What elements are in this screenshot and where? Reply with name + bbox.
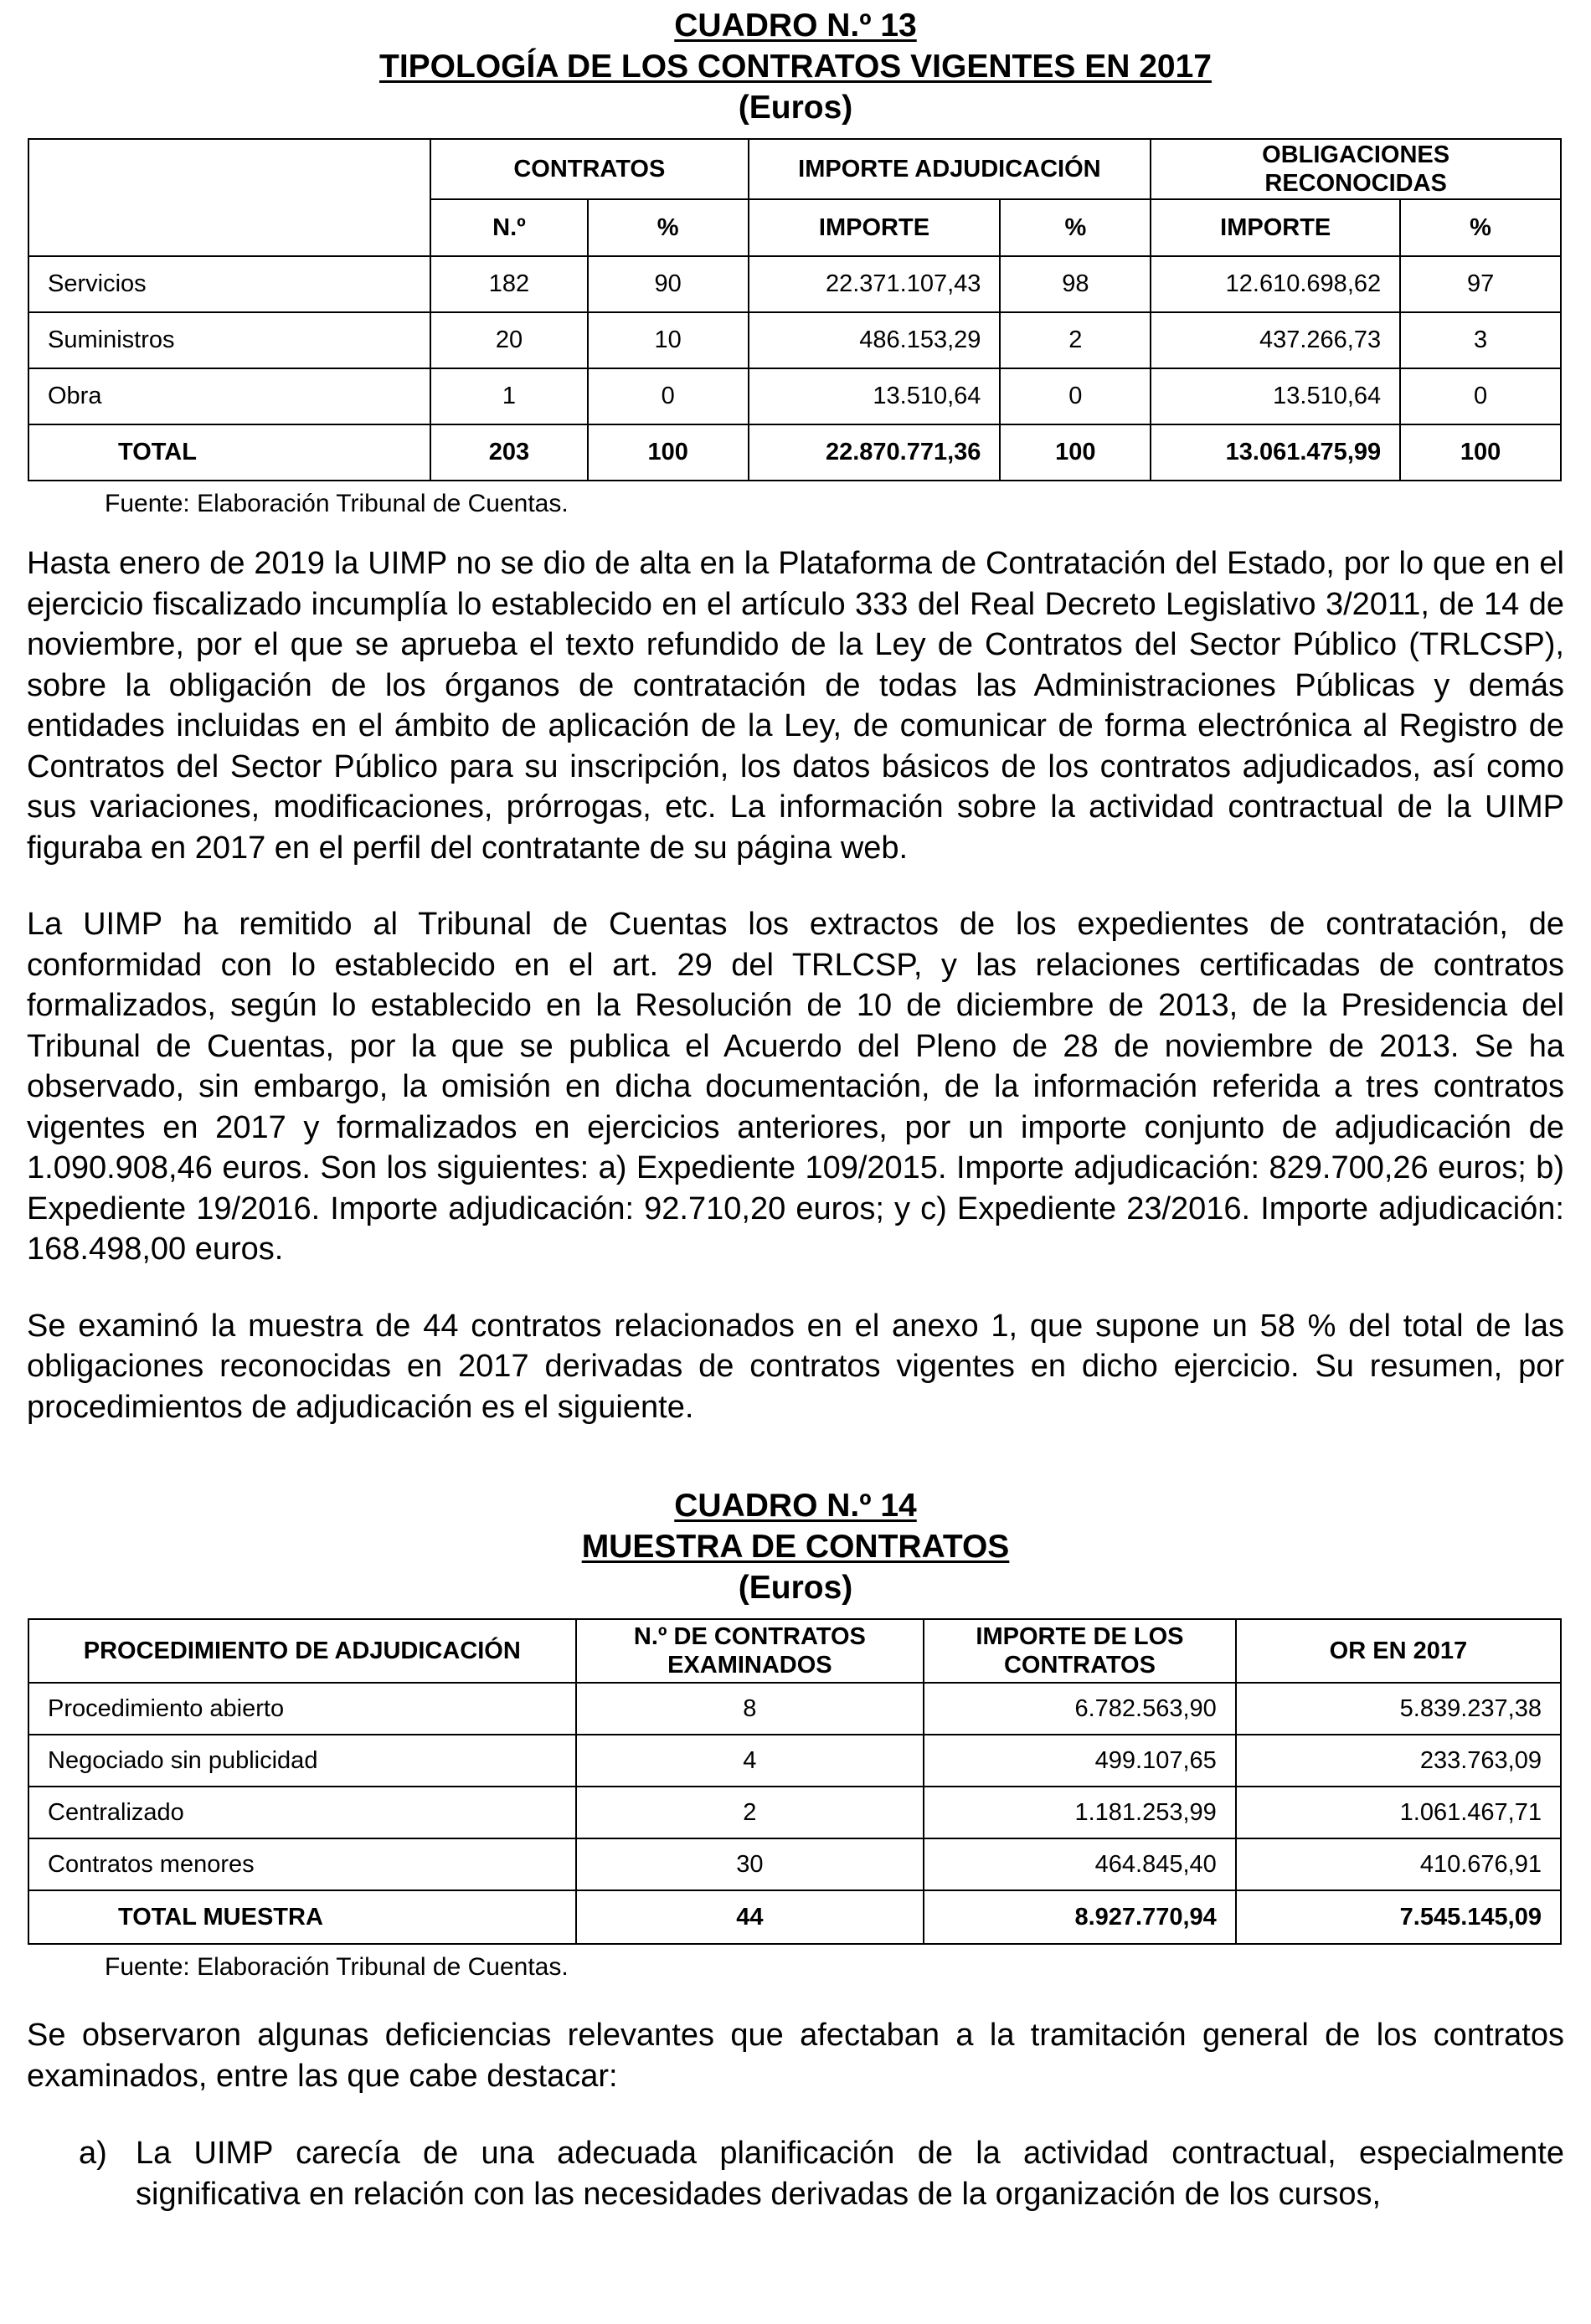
cell-n: 8 <box>576 1683 924 1735</box>
list-item-a <box>27 2133 1564 2214</box>
table-13-number: CUADRO N.º 13 <box>674 8 917 44</box>
cell-n: 30 <box>576 1838 924 1890</box>
table-13-subheader: IMPORTE <box>749 199 1001 256</box>
table-13-corner-cell <box>28 139 430 256</box>
table-14-title: MUESTRA DE CONTRATOS <box>581 1529 1010 1565</box>
paragraph-deficiencias: Se observaron algunas deficiencias relevantes que afectaban a la tramitación general de los contratos examinados, entre las que cabe destacar: <box>27 2018 1564 2094</box>
total-label: TOTAL MUESTRA <box>28 1890 576 1944</box>
table-13-units: (Euros) <box>738 90 853 126</box>
table-13-subheader: % <box>1000 199 1151 256</box>
total-importe: 22.870.771,36 <box>749 424 1001 481</box>
table-row <box>28 1838 1561 1890</box>
cell-importe: 486.153,29 <box>749 312 1001 368</box>
table-row <box>28 1787 1561 1838</box>
table-row <box>28 256 1561 312</box>
cell-importe: 6.782.563,90 <box>924 1683 1236 1735</box>
header-line: IMPORTE DE LOS <box>976 1623 1184 1650</box>
paragraph-plataforma: Hasta enero de 2019 la UIMP no se dio de alta en la Plataforma de Contratación del Estado, por lo que en el ejercicio fiscalizado incumplía lo establecido en el artículo 333 del Real Decreto Legislativo 3/2011, de 14 de noviembre, por el que se aprueba el texto refundido de la Ley de Contratos del Sector Público (TRLCSP), sobre la obligación de los órganos de contratación de todas las Administraciones Públicas y demás entidades incluidas en el ámbito de aplicación de la Ley, de comunicar de forma electrónica al Registro de Contratos del Sector Público para su inscripción, los datos básicos de los contratos adjudicados, así como sus variaciones, modificaciones, prórrogas, etc. La información sobre la actividad contractual de la UIMP figuraba en 2017 en el perfil del contratante de su página web. <box>27 546 1564 866</box>
total-importe: 8.927.770,94 <box>924 1890 1236 1944</box>
table-total-row <box>28 1890 1561 1944</box>
table-14-units: (Euros) <box>738 1570 853 1606</box>
table-14-heading <box>27 1485 1564 1608</box>
cell-obligaciones: 12.610.698,62 <box>1151 256 1400 312</box>
table-row <box>28 1683 1561 1735</box>
cell-or: 410.676,91 <box>1236 1838 1561 1890</box>
paragraph-extractos: La UIMP ha remitido al Tribunal de Cuentas los extractos de los expedientes de contratación, de conformidad con lo establecido en el art. 29 del TRLCSP, y las relaciones certificadas de contratos formalizados, según lo establecido en la Resolución de 10 de diciembre de 2013, de la Presidencia del Tribunal de Cuentas, por la que se publica el Acuerdo del Pleno de 28 de noviembre de 2013. Se ha observado, sin embargo, la omisión en dicha documentación, de la información referida a tres contratos vigentes en 2017 y formalizados en ejercicios anteriores, por un importe conjunto de adjudicación de 1.090.908,46 euros. Son los siguientes: a) Expediente 109/2015. Importe adjudicación: 829.700,26 euros; b) Expediente 19/2016. Importe adjudicación: 92.710,20 euros; y c) Expediente 23/2016. Importe adjudicación: 168.498,00 euros. <box>27 907 1564 1267</box>
cell-pct: 0 <box>588 368 749 424</box>
total-or: 7.545.145,09 <box>1236 1890 1561 1944</box>
total-pct: 100 <box>1400 424 1561 481</box>
table-14-number: CUADRO N.º 14 <box>674 1488 917 1524</box>
table-14-header-importe <box>924 1619 1236 1683</box>
cell-pct: 90 <box>588 256 749 312</box>
cell-pct: 0 <box>1400 368 1561 424</box>
row-label: Contratos menores <box>28 1838 576 1890</box>
document-page <box>27 0 1564 2214</box>
table-13-header-obligaciones: OBLIGACIONES RECONOCIDAS <box>1151 139 1561 199</box>
header-line: CONTRATOS <box>1003 1652 1156 1679</box>
table-13-title: TIPOLOGÍA DE LOS CONTRATOS VIGENTES EN 2017 <box>379 49 1212 85</box>
cell-pct: 98 <box>1000 256 1151 312</box>
table-13-subheader: % <box>1400 199 1561 256</box>
list-marker: a) <box>79 2136 107 2171</box>
table-14-source: Fuente: Elaboración Tribunal de Cuentas. <box>105 1953 569 1981</box>
cell-or: 5.839.237,38 <box>1236 1683 1561 1735</box>
table-13-heading <box>27 5 1564 128</box>
table-13-source: Fuente: Elaboración Tribunal de Cuentas. <box>105 490 569 517</box>
total-label: TOTAL <box>28 424 430 481</box>
row-label: Centralizado <box>28 1787 576 1838</box>
table-14-header-procedimiento: PROCEDIMIENTO DE ADJUDICACIÓN <box>28 1619 576 1683</box>
table-row <box>28 1735 1561 1787</box>
cell-n: 2 <box>576 1787 924 1838</box>
cell-importe: 1.181.253,99 <box>924 1787 1236 1838</box>
table-13-subheader: N.º <box>430 199 588 256</box>
total-obligaciones: 13.061.475,99 <box>1151 424 1400 481</box>
list-item-text: La UIMP carecía de una adecuada planificación de la actividad contractual, especialmente significativa en relación con las necesidades derivadas de la organización de los cursos, <box>136 2136 1564 2212</box>
row-label: Procedimiento abierto <box>28 1683 576 1735</box>
cell-pct: 2 <box>1000 312 1151 368</box>
cell-pct: 0 <box>1000 368 1151 424</box>
row-label: Obra <box>28 368 430 424</box>
cell-pct: 97 <box>1400 256 1561 312</box>
cell-n: 182 <box>430 256 588 312</box>
table-14 <box>28 1618 1562 1945</box>
cell-importe: 22.371.107,43 <box>749 256 1001 312</box>
cell-n: 4 <box>576 1735 924 1787</box>
cell-or: 233.763,09 <box>1236 1735 1561 1787</box>
cell-pct: 10 <box>588 312 749 368</box>
table-total-row <box>28 424 1561 481</box>
table-14-header-or: OR EN 2017 <box>1236 1619 1561 1683</box>
cell-obligaciones: 13.510,64 <box>1151 368 1400 424</box>
cell-importe: 464.845,40 <box>924 1838 1236 1890</box>
paragraph-muestra: Se examinó la muestra de 44 contratos relacionados en el anexo 1, que supone un 58 % del total de las obligaciones reconocidas en 2017 derivadas de contratos vigentes en dicho ejercicio. Su resumen, por procedimientos de adjudicación es el siguiente. <box>27 1308 1564 1425</box>
total-pct: 100 <box>588 424 749 481</box>
total-n: 203 <box>430 424 588 481</box>
table-13-subheader: % <box>588 199 749 256</box>
cell-pct: 3 <box>1400 312 1561 368</box>
table-13-subheader: IMPORTE <box>1151 199 1400 256</box>
total-n: 44 <box>576 1890 924 1944</box>
table-13-header-importe: IMPORTE ADJUDICACIÓN <box>749 139 1151 199</box>
cell-n: 1 <box>430 368 588 424</box>
row-label: Suministros <box>28 312 430 368</box>
row-label: Servicios <box>28 256 430 312</box>
table-13 <box>28 138 1562 481</box>
row-label: Negociado sin publicidad <box>28 1735 576 1787</box>
cell-or: 1.061.467,71 <box>1236 1787 1561 1838</box>
cell-n: 20 <box>430 312 588 368</box>
cell-obligaciones: 437.266,73 <box>1151 312 1400 368</box>
table-row <box>28 312 1561 368</box>
table-14-header-n-contratos <box>576 1619 924 1683</box>
total-pct: 100 <box>1000 424 1151 481</box>
header-line: N.º DE CONTRATOS <box>633 1623 866 1650</box>
table-row <box>28 368 1561 424</box>
header-line: EXAMINADOS <box>667 1652 832 1679</box>
cell-importe: 499.107,65 <box>924 1735 1236 1787</box>
table-13-header-contratos: CONTRATOS <box>430 139 748 199</box>
cell-importe: 13.510,64 <box>749 368 1001 424</box>
